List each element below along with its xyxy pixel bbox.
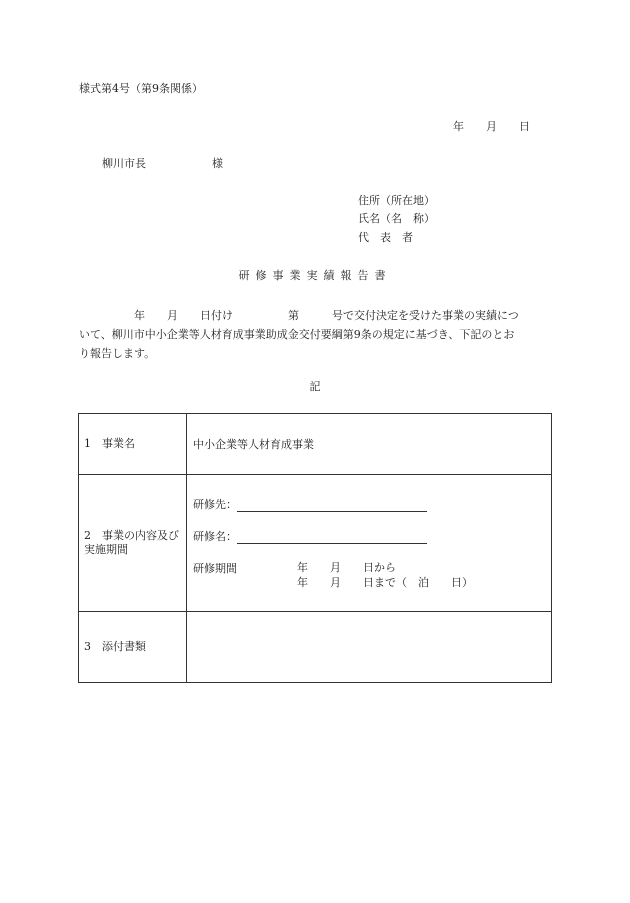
training-name-field[interactable] [193,528,551,546]
report-table [78,413,552,683]
project-name-label: 1 事業名 [79,414,187,475]
body-text [79,306,549,363]
attachments-value[interactable] [187,612,552,683]
sender-address-label: 住所（所在地） [358,194,435,207]
form-number: 様式第4号（第9条関係） [79,82,203,95]
content-period-cell [187,475,552,612]
date-line: 年 月 日 [453,120,530,133]
addressee-name: 柳川市長 [102,157,146,170]
content-period-label: 2 事業の内容及び実施期間 [79,475,187,612]
table-row [79,414,552,475]
addressee [102,158,223,169]
training-place-label: 研修先： [193,498,237,511]
body-line-2: いて、柳川市中小企業等人材育成事業助成金交付要綱第9条の規定に基づき、下記のとお [79,328,515,341]
table-row [79,612,552,683]
training-name-input-line[interactable] [237,531,427,544]
ki-heading: 記 [309,380,321,393]
project-name-value[interactable]: 中小企業等人材育成事業 [187,414,552,475]
sender-representative-label: 代 表 者 [358,231,413,244]
training-name-label: 研修名： [193,530,237,543]
sender-name-label: 氏名（名 称） [358,212,435,225]
body-line-3: り報告します。 [79,347,156,360]
training-period-label: 研修期間 [193,562,237,575]
training-place-field[interactable] [193,496,551,514]
body-line-1: 年 月 日付け 第 号で交付決定を受けた事業の実績につ [79,309,519,322]
attachments-label: 3 添付書類 [79,612,187,683]
training-period-to[interactable]: 年 月 日まで（ 泊 日） [297,576,473,589]
training-place-input-line[interactable] [237,499,427,512]
document-title: 研修事業実績報告書 [238,269,392,282]
training-period [193,560,551,590]
training-period-dates [297,560,473,590]
addressee-honorific: 様 [212,157,223,170]
training-period-from[interactable]: 年 月 日から [297,561,396,574]
table-row [79,475,552,612]
